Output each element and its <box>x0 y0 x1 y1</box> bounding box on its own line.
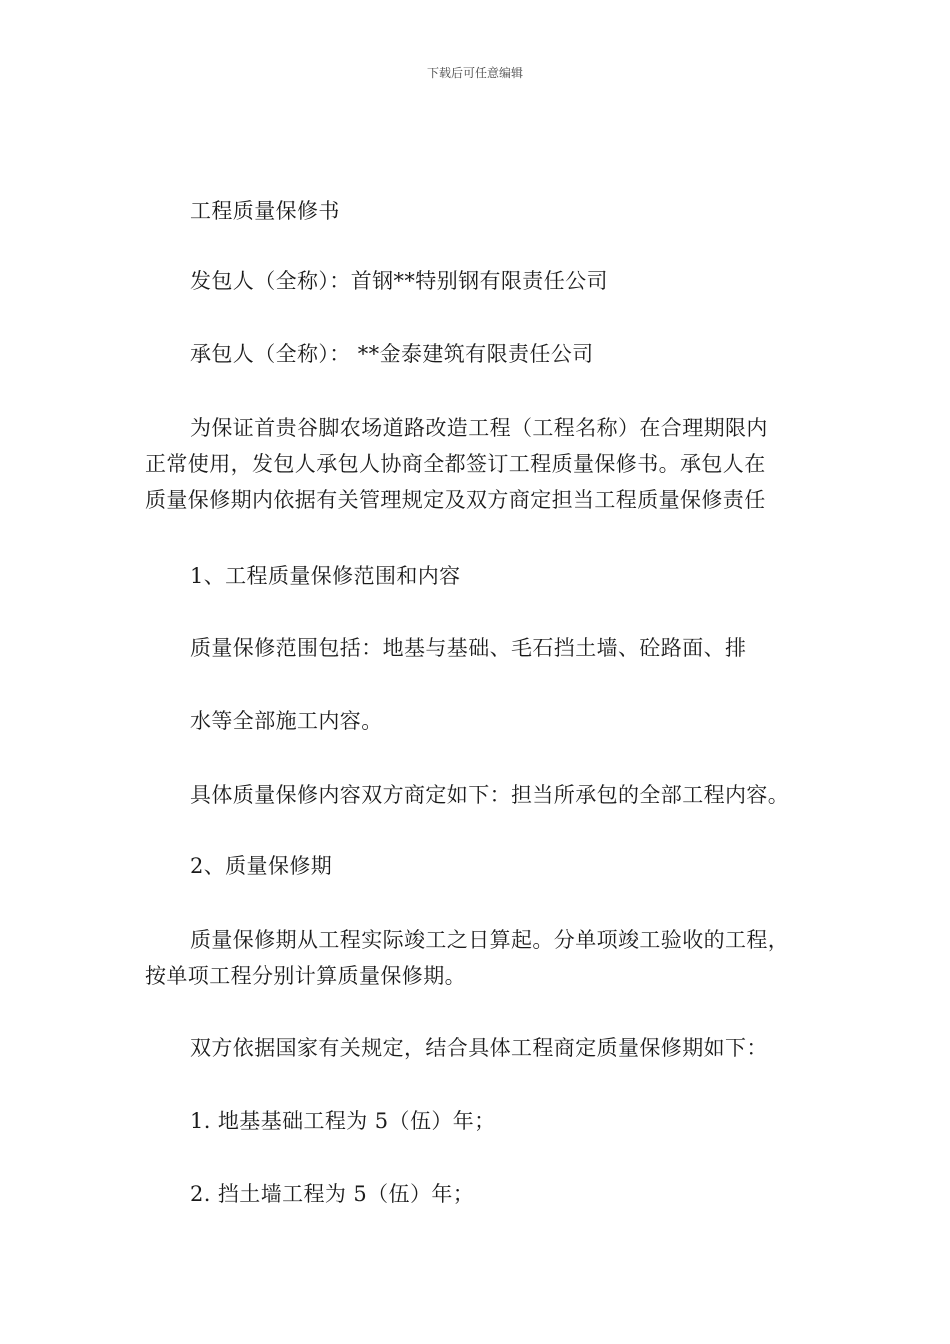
intro-line-2: 正常使用，发包人承包人协商全都签订工程质量保修书。承包人在 <box>145 452 766 476</box>
section-2-heading: 2、质量保修期 <box>190 854 333 878</box>
document-title: 工程质量保修书 <box>190 199 340 223</box>
period-line-2: 按单项工程分别计算质量保修期。 <box>145 964 466 988</box>
intro-line-1: 为保证首贵谷脚农场道路改造工程（工程名称）在合理期限内 <box>190 416 768 440</box>
section-1-heading: 1、工程质量保修范围和内容 <box>190 564 461 588</box>
period-line-1: 质量保修期从工程实际竣工之日算起。分单项竣工验收的工程， <box>190 928 790 952</box>
contractor-line: 承包人（全称）： **金泰建筑有限责任公司 <box>190 342 594 366</box>
list-item-retaining-wall: 2. 挡土墙工程为 5（伍）年； <box>190 1182 475 1206</box>
list-item-foundation: 1. 地基基础工程为 5（伍）年； <box>190 1109 496 1133</box>
page-header: 下载后可任意编辑 <box>426 66 523 80</box>
intro-line-3: 质量保修期内依据有关管理规定及双方商定担当工程质量保修责任 <box>145 488 766 512</box>
scope-line-1: 质量保修范围包括：地基与基础、毛石挡土墙、砼路面、排 <box>190 636 747 660</box>
content-line: 具体质量保修内容双方商定如下：担当所承包的全部工程内容。 <box>190 783 790 807</box>
scope-line-2: 水等全部施工内容。 <box>190 709 383 733</box>
agreement-line: 双方依据国家有关规定，结合具体工程商定质量保修期如下： <box>190 1036 768 1060</box>
employer-line: 发包人（全称）：首钢**特别钢有限责任公司 <box>190 269 608 293</box>
